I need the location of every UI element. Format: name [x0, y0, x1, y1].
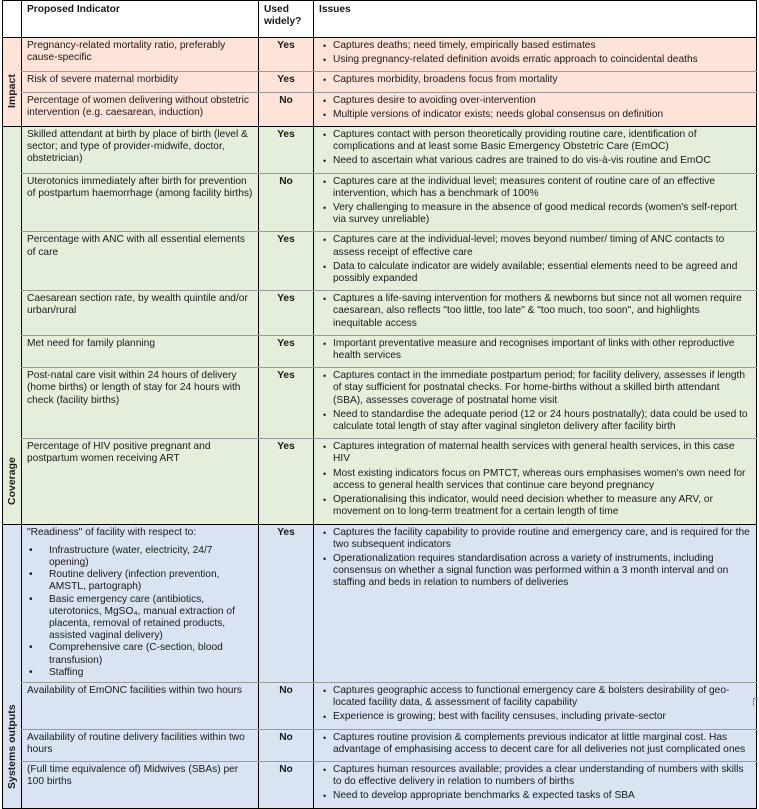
- issue-item: • Operationalising this indicator, would need decision whether to measure any ARV, or movement on to long-term treatment for a certain length of time: [333, 494, 751, 518]
- issue-item: • Experience is growing; best with facility censuses, including private-sector: [333, 711, 751, 723]
- table-row: [3, 173, 757, 232]
- indicator-text: "Readiness" of facility with respect to:: [27, 526, 197, 538]
- indicator-cell: [22, 761, 259, 808]
- table-row: [3, 761, 757, 808]
- used-widely-cell: Yes: [259, 127, 314, 174]
- readiness-sub-item: • Routine delivery (infection prevention, AMSTL, partograph): [49, 569, 253, 593]
- used-widely-cell: No: [259, 729, 314, 761]
- indicator-cell: [22, 173, 259, 232]
- issues-cell: [314, 335, 757, 367]
- issues-list: [319, 234, 751, 285]
- section-label: Systems outputs: [5, 704, 18, 790]
- issues-list: [319, 370, 751, 433]
- issue-item: • Operationalization requires standardisation across a variety of instruments, including consensus on whether a signal function was performed within a 3 month interval and on staffing and beds in relation to numbers of deliveries: [333, 553, 751, 590]
- used-widely-cell: Yes: [259, 291, 314, 336]
- issue-item: • Captures morbidity, broadens focus from mortality: [333, 74, 751, 86]
- indicator-cell: [22, 291, 259, 336]
- issue-item: • Multiple versions of indicator exists; needs global consensus on definition: [333, 109, 751, 121]
- table-body: [3, 38, 757, 809]
- issue-item: • Captures care at the individual-level; moves beyond number/ timing of ANC contacts to assess receipt of effective care: [333, 234, 751, 258]
- issues-cell: [314, 682, 757, 729]
- indicator-cell: [22, 682, 259, 729]
- used-widely-cell: Yes: [259, 335, 314, 367]
- indicator-cell: [22, 729, 259, 761]
- indicator-text: Percentage of women delivering without obstetric intervention (e.g. caesarean, induction): [27, 94, 249, 118]
- indicator-cell: [22, 38, 259, 72]
- table-row: [3, 368, 757, 439]
- issue-item: • Need to develop appropriate benchmarks & expected tasks of SBA: [333, 790, 751, 802]
- issues-cell: [314, 232, 757, 291]
- header-section-cell: [3, 1, 22, 38]
- table-row: [3, 291, 757, 336]
- indicator-cell: [22, 232, 259, 291]
- issue-item: • Using pregnancy-related definition avoids erratic approach to coincidental deaths: [333, 54, 751, 66]
- issues-list: [319, 338, 751, 362]
- readiness-sub-item: • Basic emergency care (antibiotics, uterotonics, MgSO₄, manual extraction of placenta, removal of retained products, assisted vaginal delivery): [49, 594, 253, 643]
- section-label-cell-coverage: [3, 127, 22, 524]
- section-label: Coverage: [5, 457, 18, 506]
- readiness-sub-item: • Comprehensive care (C-section, blood transfusion): [49, 642, 253, 666]
- issues-list: [319, 441, 751, 518]
- issues-cell: [314, 761, 757, 808]
- indicator-cell: [22, 127, 259, 174]
- table-row: [3, 524, 757, 682]
- indicator-text: Skilled attendant at birth by place of birth (level & sector; and type of provider-midwife, doctor, obstetrician): [27, 129, 248, 165]
- issues-list: [319, 95, 751, 121]
- issue-item: • Need to standardise the adequate period (12 or 24 hours postnatally); data could be used to calculate total length of stay after vaginal singleton delivery after facility birth: [333, 409, 751, 433]
- used-widely-cell: Yes: [259, 439, 314, 524]
- indicator-cell: [22, 368, 259, 439]
- issue-item: • Captures care at the individual level; measures content of routine care of an effective intervention, which has a benchmark of 100%: [333, 176, 751, 200]
- section-label-cell-impact: [3, 38, 22, 127]
- indicator-text: (Full time equivalence of) Midwives (SBAs) per 100 births: [27, 763, 239, 788]
- header-used-widely: Used widely?: [259, 1, 314, 38]
- issue-item: • Captures routine provision & complements previous indicator at little marginal cost. Has advantage of emphasising access to decent care for all deliveries not just complicated ones: [333, 732, 751, 756]
- indicator-cell: [22, 72, 259, 92]
- header-row: [3, 1, 757, 38]
- issue-item: • Captures the facility capability to provide routine and emergency care, and is required for the two subsequent indicators: [333, 527, 751, 551]
- issues-cell: [314, 439, 757, 524]
- issues-cell: [314, 173, 757, 232]
- issues-cell: [314, 368, 757, 439]
- table-row: [3, 92, 757, 126]
- issues-list: [319, 129, 751, 168]
- section-label: Impact: [5, 73, 18, 108]
- issues-cell: [314, 127, 757, 174]
- header-indicator: Proposed Indicator: [22, 1, 259, 38]
- indicators-table: [2, 0, 757, 809]
- indicator-text: Uterotonics immediately after birth for prevention of postpartum haemorrhage (among facility births): [27, 175, 253, 199]
- issue-item: • Need to ascertain what various cadres are trained to do vis-à-vis routine and EmOC: [333, 155, 751, 167]
- issues-cell: [314, 729, 757, 761]
- indicator-text: Caesarean section rate, by wealth quintile and/or urban/rural: [27, 293, 248, 317]
- used-widely-cell: No: [259, 92, 314, 126]
- indicator-cell: [22, 524, 259, 682]
- indicator-text: Availability of EmONC facilities within two hours: [27, 684, 242, 696]
- indicator-text: Pregnancy-related mortality ratio, preferably cause-specific: [27, 40, 226, 64]
- issues-cell: [314, 524, 757, 682]
- issues-list: [319, 685, 751, 724]
- table-row: [3, 439, 757, 524]
- readiness-sub-item: • Infrastructure (water, electricity, 24/7 opening): [49, 545, 253, 569]
- readiness-sub-item: • Staffing: [49, 667, 253, 679]
- section-label-cell-systems: [3, 524, 22, 808]
- used-widely-cell: Yes: [259, 72, 314, 92]
- issue-item: • Captures contact with person theoretically providing routine care, identification of complications and at least some Basic Emergency Obstetric Care (EmOC): [333, 129, 751, 153]
- issue-item: • Captures contact in the immediate postpartum period; for facility delivery, assesses if length of stay sufficient for postnatal checks. For home-births without a skilled birth attendant (SBA), assesses coverage of postnatal home visit: [333, 370, 751, 407]
- table-row: [3, 232, 757, 291]
- indicator-text: Met need for family planning: [27, 337, 155, 349]
- issues-cell: [314, 92, 757, 126]
- readiness-sub-list: [27, 545, 253, 679]
- issue-item: • Very challenging to measure in the absence of good medical records (women's self-report via survey unreliable): [333, 202, 751, 226]
- issue-item: • Most existing indicators focus on PMTCT, whereas ours emphasises women's own need for access to general health services that continue care beyond pregnancy: [333, 468, 751, 492]
- issues-list: [319, 527, 751, 590]
- issue-item: • Data to calculate indicator are widely available; essential elements need to be agreed and possibly expanded: [333, 261, 751, 285]
- indicator-cell: [22, 92, 259, 126]
- issue-item: • Captures deaths; need timely, empirically based estimates: [333, 40, 751, 52]
- issue-item: • Captures desire to avoiding over-intervention: [333, 95, 751, 107]
- indicator-text: Percentage of HIV positive pregnant and postpartum women receiving ART: [27, 441, 211, 465]
- issue-item: • Captures integration of maternal health services with general health services, in this case HIV: [333, 441, 751, 465]
- used-widely-cell: No: [259, 173, 314, 232]
- indicator-text: Post-natal care visit within 24 hours of delivery (home births) or length of stay for 24 hours with check (facility births): [27, 370, 241, 406]
- issues-cell: [314, 72, 757, 92]
- table-row: [3, 38, 757, 72]
- table-row: [3, 127, 757, 174]
- issue-item: • Captures human resources available; provides a clear understanding of numbers with skills to do effective delivery in relation to numbers of births: [333, 764, 751, 788]
- issue-item: • Important preventative measure and recognises important of links with other reproductive health services: [333, 338, 751, 362]
- indicator-cell: [22, 439, 259, 524]
- used-widely-cell: Yes: [259, 368, 314, 439]
- indicator-text: Percentage with ANC with all essential elements of care: [27, 234, 246, 258]
- table-row: [3, 729, 757, 761]
- table-row: [3, 335, 757, 367]
- issues-cell: [314, 291, 757, 336]
- issue-item: • Captures a life-saving intervention for mothers & newborns but since not all women require caesarean, also reflects "too little, too late" & "too much, too soon", and highlights inequitable access: [333, 293, 751, 330]
- issues-list: [319, 40, 751, 66]
- used-widely-cell: Yes: [259, 524, 314, 682]
- table-row: [3, 682, 757, 729]
- used-widely-cell: No: [259, 682, 314, 729]
- indicator-cell: [22, 335, 259, 367]
- table-row: [3, 72, 757, 92]
- indicator-text: Risk of severe maternal morbidity: [27, 74, 179, 86]
- issues-cell: [314, 38, 757, 72]
- issues-list: [319, 732, 751, 756]
- used-widely-cell: No: [259, 761, 314, 808]
- used-widely-cell: Yes: [259, 38, 314, 72]
- header-issues: Issues: [314, 1, 757, 38]
- issues-list: [319, 764, 751, 803]
- issues-list: [319, 293, 751, 330]
- used-widely-cell: Yes: [259, 232, 314, 291]
- indicator-text: Availability of routine delivery facilities within two hours: [27, 731, 245, 755]
- issues-list: [319, 74, 751, 86]
- issue-item: • Captures geographic access to functional emergency care & bolsters desirability of geo-located facility data, & assessment of facility capability: [333, 685, 751, 709]
- issues-list: [319, 176, 751, 227]
